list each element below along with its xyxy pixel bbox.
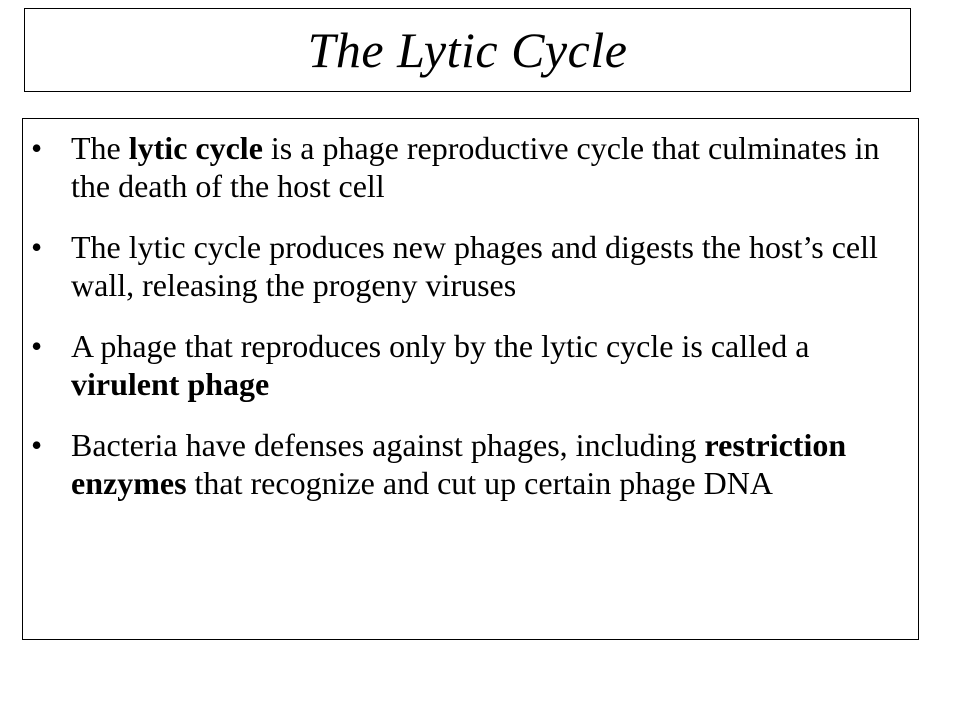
bullet-text: that recognize and cut up certain phage DNA — [186, 465, 773, 501]
bullet-text: Bacteria have defenses against phages, including — [71, 427, 705, 463]
bullet-item-lytic-cycle — [23, 129, 918, 205]
content-box — [22, 118, 919, 640]
bullet-text: is a phage reproductive cycle that culminates in the death of the host cell — [71, 130, 880, 204]
bullet-list — [23, 129, 918, 525]
bullet-bold-term: lytic cycle — [128, 130, 263, 166]
bullet-text: A phage that reproduces only by the lytic cycle is called a — [71, 328, 810, 364]
bullet-text: The — [71, 130, 129, 166]
bullet-dot: • — [31, 328, 43, 364]
bullet-bold-term: virulent phage — [71, 366, 270, 402]
bullet-dot: • — [31, 229, 43, 265]
slide-title: The Lytic Cycle — [307, 22, 628, 78]
bullet-item-virulent-phage — [23, 327, 918, 403]
title-box — [24, 8, 911, 92]
bullet-text: The lytic cycle produces new phages and digests the host’s cell wall, releasing the progeny viruses — [71, 229, 878, 303]
bullet-bold-term: restriction enzymes — [71, 427, 847, 501]
bullet-dot: • — [31, 130, 43, 166]
bullet-item-new-phages — [23, 228, 918, 304]
bullet-dot: • — [31, 427, 43, 463]
bullet-item-restriction-enzymes — [23, 426, 918, 502]
